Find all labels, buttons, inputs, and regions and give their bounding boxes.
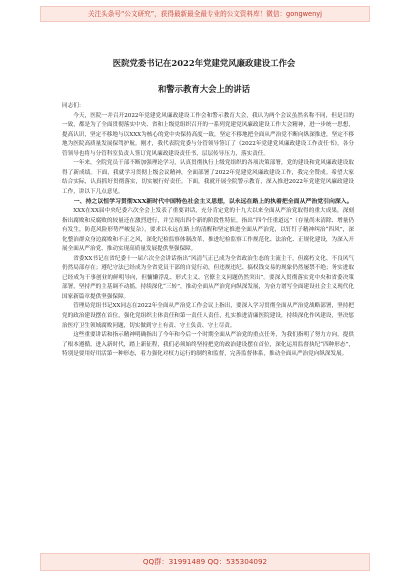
salutation: 同志们： [62, 103, 85, 109]
body-paragraph: XXX在XX届中央纪委六次全会上发表了重要讲话，充分肯定党的十九大以来全面从严治党取得的重大成果，深刻指出腐败和反腐败的较量还在激烈进行，并呈现出四个新的阶段性特征，指出“四个任重道远”（存量尚未清除、增量仍有发生，防范风险形势严峻复杂），要求以永远在路上的清醒和坚定推进全面从严治党，以钉钉子精神纠治“四风”，深化整治群众身边腐败和不正之风，深化纪检监察体制改革，推进纪检监察工作规范化、法治化、正规化建设，为深入开展全面从严治党、推动实现高质量发展提供坚强保障。 [62, 208, 354, 253]
body-paragraph: 一年来，全院党员干部不断加强理论学习，认真贯彻执行上级党组织的各项决策部署，党的建设和党风廉政建设取得了新成绩。下面，我就学习贯彻上级会议精神，全面部署了2022年党建党风廉政建设工作，我完全赞成。希望大家结合实际，认真抓好贯彻落实，切实履行好责任。下面，我就开展全院警示教育，深入推进2022年党建党风廉政建设工作，讲以下几点意见。 [62, 160, 354, 195]
body-paragraph: 今天，医院一并召开2022年党建党风廉政建设工作会和警示教育大会，我认为两个会议虽然名称不同，但是目的一致，都是为了全面贯彻落实中央、省和上级党组织召开的一系列党建党风廉政建设工作大会精神，进一步统一思想，提高认识，坚定不移地与以XXX为核心的党中央保持高度一致，坚定不移地把全面从严治党不断向纵深推进，坚定不移地为医院高质量发展保驾护航。刚才，我代表院党委与分管领导签订了《2022年党建党风廉政建设工作责任书》，各分管领导也将与分管科室负责人签订党风廉政建设责任书，层层传导压力，落实责任。 [62, 112, 354, 157]
top-promo-banner: 关注头条号“公文研究”，获得最新最全最专业的公文资料库！微信：gongwenyj [40, 6, 370, 22]
document-title-line-2: 和警示教育大会上的讲话 [157, 84, 251, 94]
document-body [62, 102, 354, 360]
section-heading: 一、持之以恒学习贯彻XXX新时代中国特色社会主义思想，以永远在路上的执着把全面从严治党引向深入。 [73, 198, 353, 206]
body-paragraph: 这些重要讲话和指示精神明确指出了今年和今后一个时期全面从严治党的重点任务，为我们指明了努力方向，提供了根本遵循。进入新时代，踏上新征程，我们必须始终坚持把党的政治建设摆在首位，深化运用监督执纪“四种形态”，特别是要用好用活第一种形态，着力强化对权力运行的制约和监督，完善监督体系，推动全面从严治党向纵深发展。 [62, 332, 354, 358]
bottom-contact-footer: QQ群：31991489 QQ：535304092 [40, 553, 370, 571]
document-title-line-1: 医院党委书记在2022年党建党风廉政建设工作会 [112, 58, 296, 68]
body-paragraph: 管理局党组书记XX同志在2022年全面从严治党工作会议上指出，要深入学习贯彻全面从严治党战略部署，坚持把党的政治建设摆在首位，强化党组织主体责任和第一责任人责任，扎实推进清廉医院建设，持续深化作风建设，坚决惩治医疗卫生领域腐败问题，切实做到守土有责、守土负责、守土尽责。 [62, 303, 354, 329]
body-paragraph: 省委XX书记在省纪委十一届六次全会讲话指出“风清气正已成为全省政治生态的主流主干，但腐朽文化、不良风气仍然局部存在；遵纪守法已经成为全省党员干部的自觉行动，但违规违纪、搞权钱交易的现象仍然屡禁不绝；务实进取已经成为干事创业的鲜明导向，但慵懒浮乱、形式主义、官僚主义问题仍然突出”。要深入贯彻落实党中央和省委决策部署，坚持严的主基调不动摇，持续深化“三转”，推动全面从严治党向纵深发展，为奋力谱写全面建设社会主义现代化国家新篇章提供坚强保障。 [62, 255, 354, 300]
